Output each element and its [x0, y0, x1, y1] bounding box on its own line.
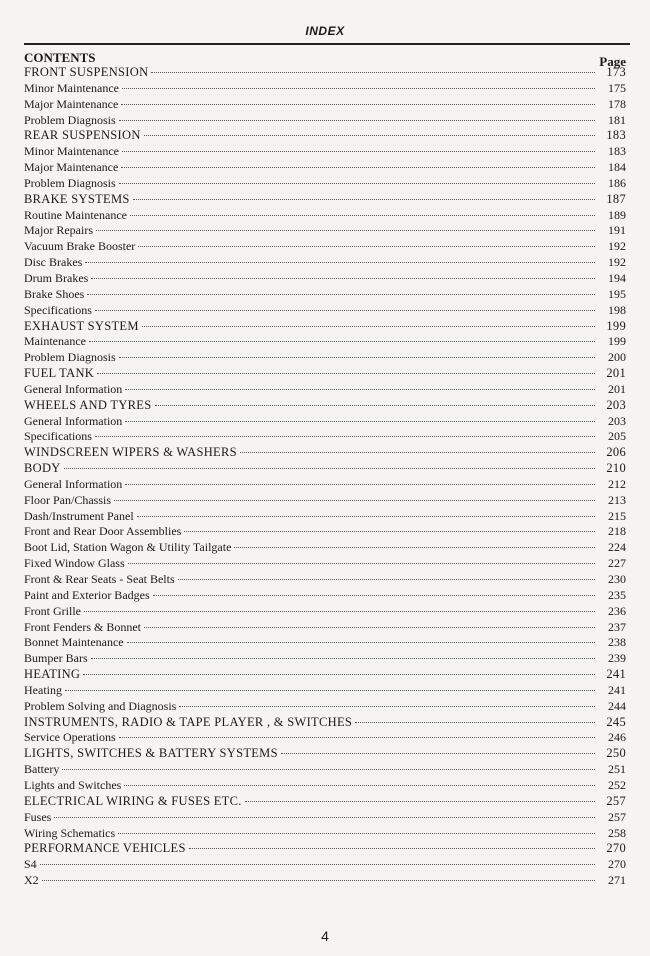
dot-leader	[91, 657, 595, 659]
contents-heading: CONTENTS	[24, 50, 96, 65]
toc-entry	[24, 572, 626, 588]
toc-entry-label: FRONT SUSPENSION	[24, 65, 149, 79]
toc-entry	[24, 493, 626, 509]
toc-entry-page: 257	[606, 793, 626, 808]
dot-leader	[133, 198, 595, 200]
dot-leader	[184, 530, 595, 532]
toc-entry-label: Dash/Instrument Panel	[24, 508, 134, 523]
toc-section-entry	[24, 65, 626, 81]
toc-entry	[24, 604, 626, 620]
toc-entry	[24, 730, 626, 746]
toc-entry-label: General Information	[24, 413, 123, 428]
toc-entry-page: 183	[608, 144, 626, 159]
dot-leader	[95, 435, 595, 437]
toc-entry	[24, 857, 626, 873]
toc-entry	[24, 810, 626, 826]
toc-section-entry	[24, 319, 626, 335]
toc-entry-label: Front and Rear Door Assemblies	[24, 524, 182, 539]
dot-leader	[96, 229, 595, 231]
toc-entry-label: LIGHTS, SWITCHES & BATTERY SYSTEMS	[24, 746, 278, 761]
toc-entry-page: 191	[608, 223, 626, 238]
toc-entry-page: 199	[608, 334, 626, 349]
toc-entry-page: 257	[608, 809, 626, 824]
toc-entry-page: 230	[608, 572, 626, 586]
toc-entry-page: 189	[608, 207, 626, 222]
toc-entry-label: BRAKE SYSTEMS	[24, 191, 130, 206]
dot-leader	[281, 752, 595, 754]
toc-entry	[24, 208, 626, 224]
dot-leader	[178, 578, 595, 580]
dot-leader	[65, 689, 595, 691]
toc-entry-label: Fixed Window Glass	[24, 556, 125, 571]
toc-entry-page: 184	[608, 160, 626, 175]
toc-entry-label: WHEELS AND TYRES	[24, 397, 152, 412]
toc-entry-label: PERFORMANCE VEHICLES	[24, 841, 186, 856]
toc-section-entry	[24, 667, 626, 683]
toc-entry-label: Major Maintenance	[24, 96, 119, 111]
dot-leader	[91, 277, 595, 279]
dot-leader	[87, 293, 595, 295]
dot-leader	[118, 832, 595, 834]
page-header-title: INDEX	[305, 24, 345, 38]
toc-entry-label: Minor Maintenance	[24, 80, 119, 95]
toc-entry-page: 270	[608, 857, 626, 872]
dot-leader	[83, 673, 595, 675]
toc-entry-page: 218	[608, 524, 626, 539]
toc-section-entry	[24, 192, 626, 208]
toc-entry-page: 251	[608, 762, 626, 777]
toc-entry	[24, 826, 626, 842]
toc-entry	[24, 303, 626, 319]
dot-leader	[142, 325, 595, 327]
dot-leader	[144, 134, 595, 136]
toc-section-entry	[24, 366, 626, 382]
toc-entry-page: 186	[608, 175, 626, 190]
dot-leader	[89, 340, 595, 342]
toc-entry	[24, 762, 626, 778]
toc-entry-label: Boot Lid, Station Wagon & Utility Tailgate	[24, 540, 232, 555]
toc-entry	[24, 524, 626, 540]
toc-entry	[24, 699, 626, 715]
toc-entry-label: Brake Shoes	[24, 286, 85, 301]
toc-entry-label: Fuses	[24, 809, 52, 824]
toc-entry	[24, 382, 626, 398]
toc-entry-label: BODY	[24, 461, 61, 476]
toc-entry	[24, 160, 626, 176]
dot-leader	[240, 451, 595, 453]
toc-entry-page: 194	[608, 270, 626, 285]
toc-entry	[24, 540, 626, 556]
toc-entry-label: Problem Solving and Diagnosis	[24, 698, 177, 713]
dot-leader	[119, 119, 595, 121]
toc-entry-label: S4	[24, 857, 37, 872]
toc-entry-label: ELECTRICAL WIRING & FUSES ETC.	[24, 793, 242, 808]
dot-leader	[245, 800, 595, 802]
dot-leader	[153, 594, 595, 596]
toc-section-entry	[24, 445, 626, 461]
dot-leader	[95, 309, 595, 311]
toc-entry-page: 203	[608, 413, 626, 428]
dot-leader	[114, 499, 595, 501]
toc-entry-page: 236	[608, 603, 626, 618]
toc-entry	[24, 113, 626, 129]
toc-entry-page: 244	[608, 698, 626, 713]
dot-leader	[62, 768, 595, 770]
toc-entry	[24, 414, 626, 430]
toc-entry-label: Specifications	[24, 429, 92, 444]
table-of-contents	[24, 65, 626, 889]
dot-leader	[138, 245, 595, 247]
toc-entry-page: 213	[608, 492, 626, 507]
dot-leader	[128, 562, 595, 564]
toc-entry-page: 201	[608, 381, 626, 396]
dot-leader	[155, 404, 596, 406]
dot-leader	[189, 847, 595, 849]
toc-entry-label: General Information	[24, 476, 123, 491]
toc-entry-label: Drum Brakes	[24, 270, 89, 285]
toc-entry-label: Floor Pan/Chassis	[24, 492, 112, 507]
toc-entry-label: X2	[24, 873, 39, 888]
dot-leader	[64, 467, 595, 469]
toc-entry-page: 227	[608, 556, 626, 571]
toc-entry	[24, 287, 626, 303]
toc-entry-page: 241	[606, 667, 626, 682]
toc-entry	[24, 588, 626, 604]
dot-leader	[119, 736, 595, 738]
toc-entry-label: Major Repairs	[24, 223, 93, 238]
toc-entry-label: Heating	[24, 682, 62, 697]
toc-entry-page: 270	[606, 841, 626, 856]
toc-entry-label: Problem Diagnosis	[24, 350, 116, 365]
toc-entry-page: 201	[606, 366, 626, 381]
toc-entry-label: REAR SUSPENSION	[24, 128, 141, 143]
toc-entry-page: 181	[608, 112, 626, 127]
toc-entry-page: 235	[608, 587, 626, 602]
dot-leader	[97, 372, 595, 374]
toc-entry	[24, 509, 626, 525]
dot-leader	[124, 784, 595, 786]
dot-leader	[54, 816, 595, 818]
toc-entry-label: Bonnet Maintenance	[24, 635, 124, 650]
toc-entry	[24, 223, 626, 239]
dot-leader	[121, 103, 595, 105]
toc-section-entry	[24, 746, 626, 762]
toc-entry-page: 241	[608, 682, 626, 697]
toc-entry	[24, 144, 626, 160]
toc-entry-label: Major Maintenance	[24, 160, 119, 175]
toc-entry-page: 198	[608, 302, 626, 317]
toc-entry	[24, 683, 626, 699]
footer-page-number: 4	[321, 928, 329, 944]
toc-entry-page: 206	[606, 445, 626, 460]
toc-entry-page: 200	[608, 350, 626, 365]
toc-entry-label: Battery	[24, 762, 60, 777]
toc-entry	[24, 620, 626, 636]
toc-entry	[24, 873, 626, 889]
dot-leader	[127, 641, 595, 643]
toc-entry-page: 245	[606, 714, 626, 729]
toc-entry-page: 173	[606, 65, 626, 79]
toc-entry-page: 199	[606, 318, 626, 333]
toc-entry-label: Specifications	[24, 302, 92, 317]
toc-entry	[24, 334, 626, 350]
toc-entry-page: 252	[608, 777, 626, 792]
dot-leader	[125, 388, 595, 390]
dot-leader	[179, 705, 595, 707]
dot-leader	[151, 71, 595, 73]
dot-leader	[119, 182, 595, 184]
toc-entry-page: 239	[608, 651, 626, 666]
toc-section-entry	[24, 461, 626, 477]
toc-entry-page: 178	[608, 96, 626, 111]
toc-entry-label: Wiring Schematics	[24, 825, 116, 840]
toc-entry	[24, 429, 626, 445]
toc-entry	[24, 635, 626, 651]
toc-entry	[24, 477, 626, 493]
toc-entry-label: INSTRUMENTS, RADIO & TAPE PLAYER , & SWITCHES	[24, 714, 353, 729]
toc-entry	[24, 255, 626, 271]
toc-entry-label: Front & Rear Seats - Seat Belts	[24, 572, 175, 586]
dot-leader	[125, 483, 595, 485]
toc-entry-label: Maintenance	[24, 334, 86, 349]
toc-entry-label: Lights and Switches	[24, 777, 122, 792]
toc-entry-page: 192	[608, 239, 626, 254]
dot-leader	[121, 166, 595, 168]
toc-entry-label: WINDSCREEN WIPERS & WASHERS	[24, 445, 237, 460]
dot-leader	[119, 356, 595, 358]
toc-entry	[24, 271, 626, 287]
toc-entry-page: 192	[608, 255, 626, 270]
toc-entry-page: 246	[608, 730, 626, 745]
toc-entry-label: Problem Diagnosis	[24, 175, 116, 190]
toc-entry-page: 210	[606, 461, 626, 476]
toc-entry-label: Bumper Bars	[24, 651, 88, 666]
toc-entry-page: 183	[606, 128, 626, 143]
dot-leader	[122, 87, 595, 89]
toc-entry-page: 271	[608, 873, 626, 888]
dot-leader	[137, 515, 595, 517]
toc-section-entry	[24, 794, 626, 810]
toc-entry-page: 224	[608, 540, 626, 555]
toc-section-entry	[24, 841, 626, 857]
toc-entry-label: Vacuum Brake Booster	[24, 239, 136, 254]
toc-entry-label: FUEL TANK	[24, 366, 95, 381]
toc-entry-label: Service Operations	[24, 730, 116, 745]
toc-entry	[24, 651, 626, 667]
toc-entry-page: 212	[608, 476, 626, 491]
dot-leader	[40, 863, 595, 865]
dot-leader	[125, 420, 595, 422]
toc-entry-page: 195	[608, 286, 626, 301]
header-divider	[24, 43, 630, 45]
toc-entry-page: 258	[608, 825, 626, 840]
page-column-label: Page	[599, 54, 626, 69]
toc-entry	[24, 239, 626, 255]
toc-entry-page: 250	[606, 746, 626, 761]
dot-leader	[234, 546, 595, 548]
toc-entry-label: Front Fenders & Bonnet	[24, 619, 141, 634]
toc-entry-label: Paint and Exterior Badges	[24, 587, 150, 602]
toc-entry	[24, 350, 626, 366]
toc-entry-label: Routine Maintenance	[24, 207, 127, 222]
toc-entry-page: 238	[608, 635, 626, 650]
dot-leader	[42, 879, 595, 881]
toc-entry	[24, 176, 626, 192]
toc-section-entry	[24, 715, 626, 731]
toc-section-entry	[24, 398, 626, 414]
toc-entry	[24, 556, 626, 572]
toc-entry	[24, 778, 626, 794]
toc-entry-label: Problem Diagnosis	[24, 112, 116, 127]
toc-entry-page: 187	[606, 191, 626, 206]
toc-entry-page: 175	[608, 80, 626, 95]
toc-section-entry	[24, 128, 626, 144]
toc-entry-label: EXHAUST SYSTEM	[24, 318, 139, 333]
dot-leader	[85, 261, 595, 263]
toc-entry-page: 205	[608, 429, 626, 444]
dot-leader	[130, 214, 595, 216]
toc-entry-label: Minor Maintenance	[24, 144, 119, 159]
toc-entry-label: Disc Brakes	[24, 255, 83, 270]
toc-entry-label: HEATING	[24, 667, 81, 682]
toc-entry	[24, 81, 626, 97]
toc-entry	[24, 97, 626, 113]
toc-entry-page: 215	[608, 508, 626, 523]
dot-leader	[122, 150, 595, 152]
toc-entry-page: 203	[606, 397, 626, 412]
toc-entry-label: General Information	[24, 381, 123, 396]
toc-entry-label: Front Grille	[24, 603, 81, 618]
dot-leader	[84, 610, 595, 612]
toc-entry-page: 237	[608, 619, 626, 634]
dot-leader	[355, 721, 595, 723]
dot-leader	[144, 626, 595, 628]
